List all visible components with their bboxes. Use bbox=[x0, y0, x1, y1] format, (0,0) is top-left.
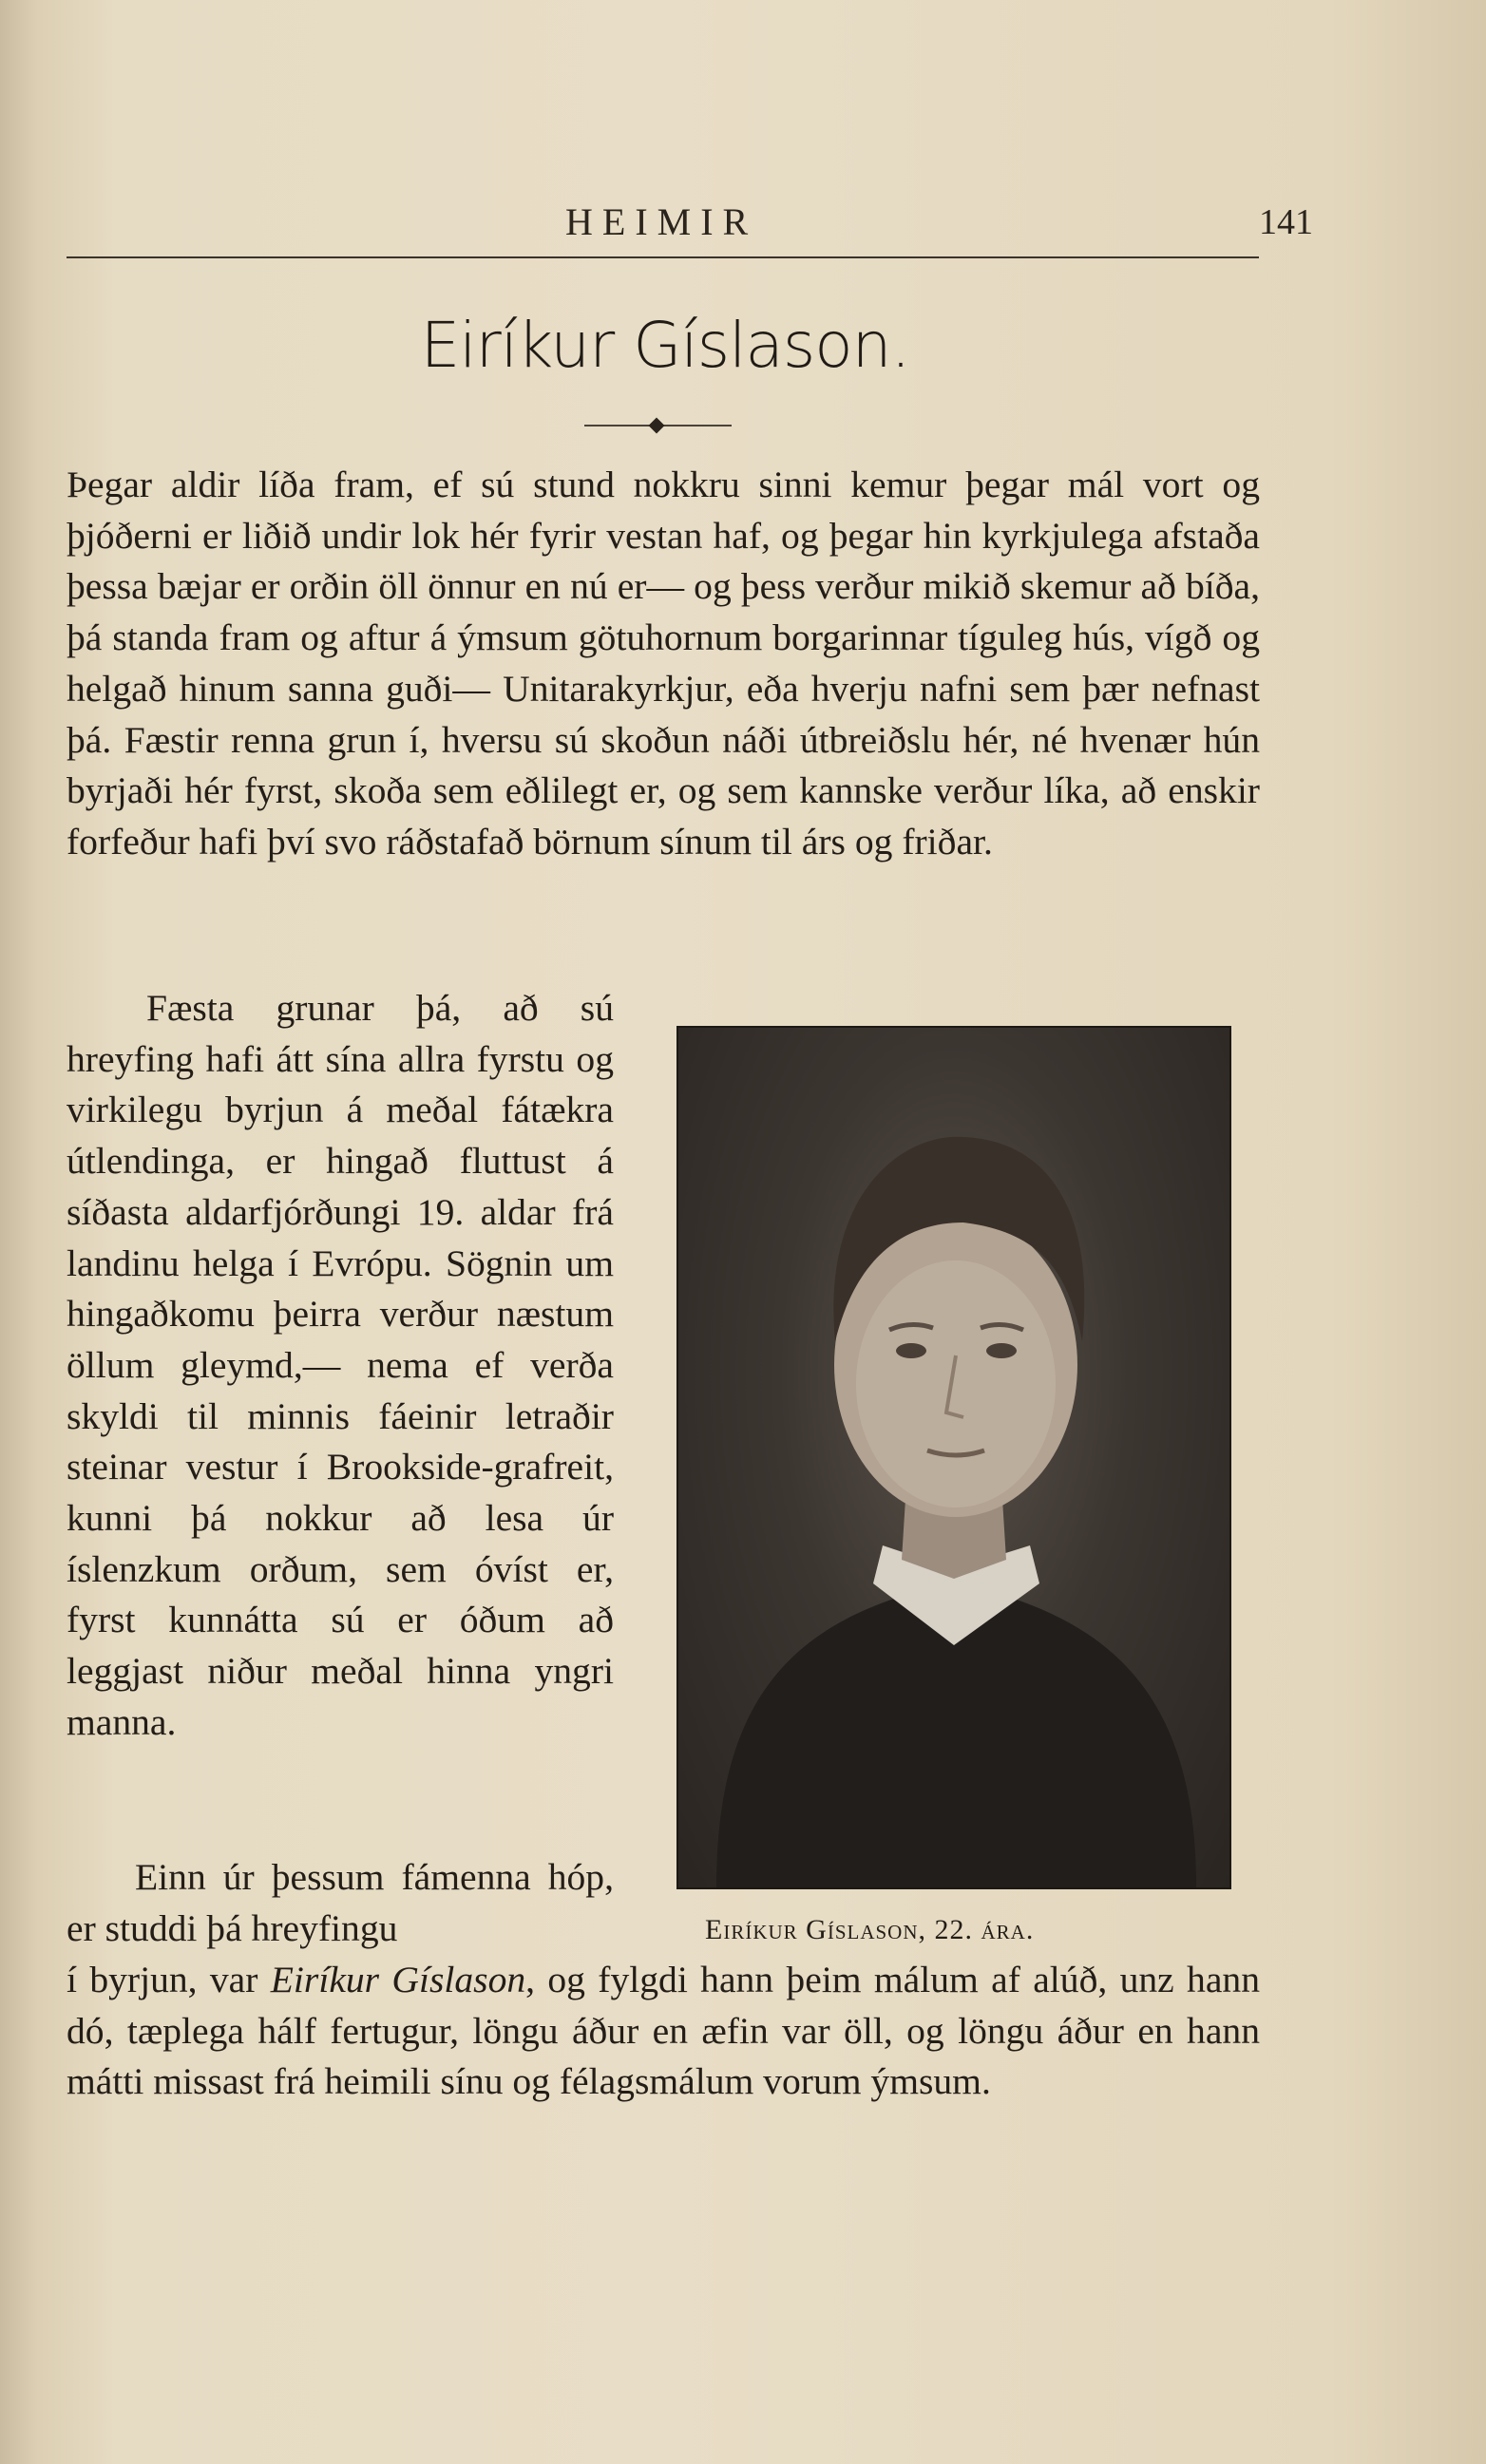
running-title: HEIMIR bbox=[565, 200, 758, 243]
paragraph-2: Fæsta grunar þá, að sú hreyfing hafi átt sína allra fyrstu og virkilegu byrjun á meðal fátækra útlendinga, er hingað fluttust á síðasta aldarfjórðungi 19. aldar frá landinu helga í Evrópu. Sögnin um hingaðkomu þeirra verður næstum öllum gleymd,— nema ef verða skyldi til minnis fáeinir letraðir steinar vestur í Brookside-grafreit, kunni þá nokkur að lesa úr íslenzkum orðum, sem óvíst er, fyrst kunnátta sú er óðum að leggjast niður meðal hinna yngri manna. bbox=[67, 987, 614, 1743]
paragraph-4-lead: í byrjun, var bbox=[67, 1959, 271, 2000]
paragraph-3: Einn úr þessum fámenna hóp, er studdi þá hreyfingu bbox=[67, 1856, 614, 1949]
paragraph-4 bbox=[67, 1955, 1260, 2108]
subject-name: Eiríkur Gíslason bbox=[270, 1959, 526, 2000]
photo-caption: Eiríkur Gíslason, 22. ára. bbox=[705, 1914, 1035, 1945]
paragraph-1: Þegar aldir líða fram, ef sú stund nokkru sinni kemur þegar mál vort og þjóðerni er liðið undir lok hér fyrir vestan haf, og þegar hin kyrkjulega afstaða þessa bæjar er orðin öll önnur en nú er— og þess verður mikið skemur að bíða, þá standa fram og aftur á ýmsum götuhornum borgarinnar tíguleg hús, vígð og helgað hinum sanna guði— Unitarakyrkjur, eða hverju nafni sem þær nefnast þá. Fæstir renna grun í, hversu sú skoðun náði útbreiðslu hér, né hvenær hún byrjaði hér fyrst, skoða sem eðlilegt er, og sem kannske verður líka, að enskir forfeður hafi því svo ráðstafað börnum sínum til árs og friðar. bbox=[67, 464, 1260, 862]
header-rule bbox=[67, 256, 1259, 258]
article-title: Eiríkur Gíslason. bbox=[420, 309, 910, 382]
paragraph-4-rest: , og fylgdi hann þeim málum af alúð, unz hann dó, tæplega hálf fertugur, löngu áður en æfin var öll, og löngu áður en hann mátti missast frá heimili sínu og félagsmálum vorum ýmsum. bbox=[67, 1959, 1260, 2103]
portrait-photo bbox=[676, 1026, 1231, 1889]
running-header bbox=[67, 190, 1313, 247]
title-ornament bbox=[584, 425, 732, 426]
page-number: 141 bbox=[1259, 202, 1313, 242]
portrait-illustration bbox=[678, 1028, 1229, 1887]
